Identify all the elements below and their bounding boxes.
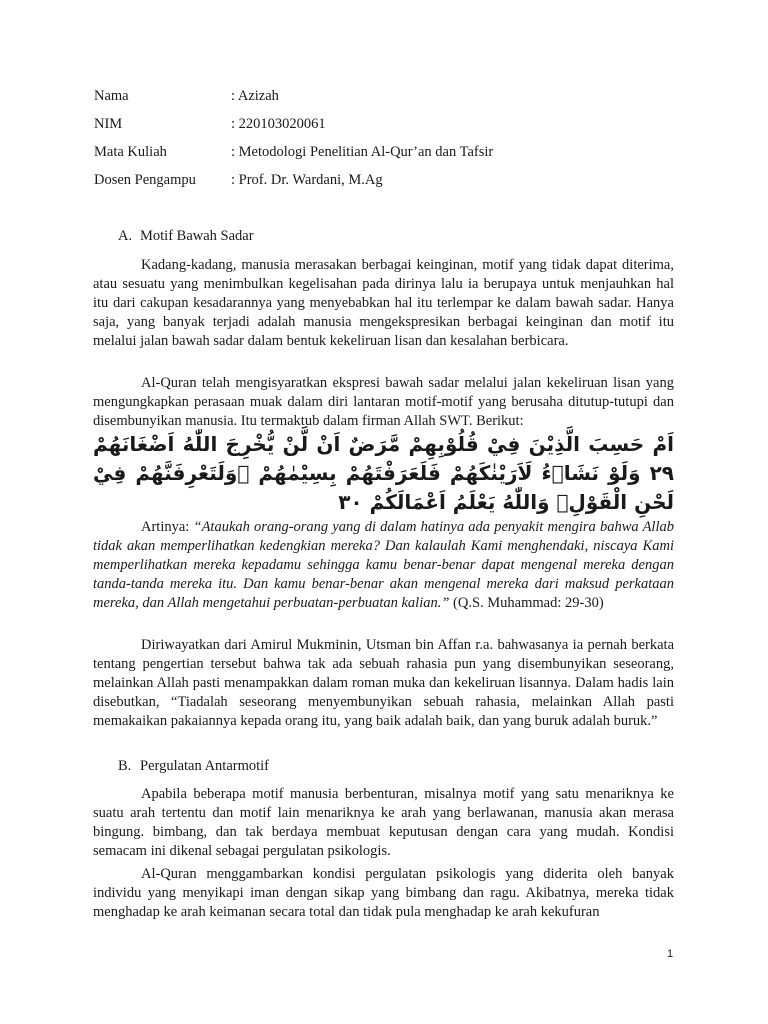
info-label: Dosen Pengampu — [94, 172, 196, 188]
info-row-nama — [94, 86, 694, 114]
section-title: Pergulatan Antarmotif — [140, 758, 269, 774]
info-row-lecturer — [94, 170, 694, 198]
translation-label: Artinya: — [141, 519, 194, 535]
info-label: Mata Kuliah — [94, 144, 167, 160]
paragraph — [93, 256, 674, 351]
paragraph-text: Al-Quran menggambarkan kondisi pergulatan psikologis yang diderita oleh banyak individu yang menyikapi iman dengan sikap yang bimbang dan ragu. Akibatnya, mereka tidak menghadap ke arah keimanan secara total dan tidak pula menghadap ke arah kekufuran — [93, 866, 674, 920]
verse-reference: (Q.S. Muhammad: 29-30) — [449, 595, 604, 611]
page-number: 1 — [667, 948, 674, 960]
translation-paragraph — [93, 518, 674, 613]
section-title: Motif Bawah Sadar — [140, 228, 254, 244]
paragraph — [93, 636, 674, 731]
info-value: : Azizah — [231, 88, 279, 104]
section-b-heading — [118, 756, 269, 776]
info-row-course — [94, 142, 694, 170]
paragraph — [93, 785, 674, 861]
section-a-heading — [118, 226, 254, 246]
section-number: B. — [118, 758, 132, 774]
quran-verse: اَمْ حَسِبَ الَّذِيْنَ فِيْ قُلُوْبِهِمْ مَّرَضٌ اَنْ لَّنْ يُّخْرِجَ اللّٰهُ اَضْغَانَهُمْ ٢٩ وَلَوْ نَشَاۤءُ لَاَرَيْنٰكَهُمْ فَلَعَرَفْتَهُمْ بِسِيْمٰهُمْ ۗوَلَتَعْرِفَنَّهُمْ فِيْ لَحْنِ الْقَوْلِۗ وَاللّٰهُ يَعْلَمُ اَعْمَالَكُمْ ٣٠ — [93, 432, 674, 514]
info-value: : 220103020061 — [231, 116, 326, 132]
info-value: : Prof. Dr. Wardani, M.Ag — [231, 172, 383, 188]
paragraph — [93, 865, 674, 922]
translation-text: “Ataukah orang-orang yang di dalam hatinya ada penyakit mengira bahwa Allab tidak akan memperlihatkan kedengkian mereka? Dan kalaulah Kami menghendaki, niscaya Kami memperlihatkan mereka kepadamu sehingga kamu benar-benar dapat mengenal mereka dengan tanda-tanda mereka itu. Dan kamu benar-benar akan mengenal mereka dari maksud perkataan mereka, dan Allah mengetahui perbuatan-perbuatan kalian.” — [93, 519, 674, 611]
info-label: Nama — [94, 88, 129, 104]
paragraph — [93, 374, 674, 431]
paragraph-text: Diriwayatkan dari Amirul Mukminin, Utsman bin Affan r.a. bahwasanya ia pernah berkata tentang pengertian tersebut bahwa tak ada sebuah rahasia pun yang disembunyikan seseorang, melainkan Allah pasti menampakkan dalam roman muka dan kekeliruan lisannya. Dalam hadis lain disebutkan, “Tiadalah seseorang menyembunyikan sebuah rahasia, melainkan Allah pasti memakaikan pakaiannya kepada orang itu, yang baik adalah baik, dan yang buruk adalah buruk.” — [93, 637, 674, 729]
paragraph-text: Apabila beberapa motif manusia berbenturan, misalnya motif yang satu menariknya ke suatu arah tertentu dan motif lain menariknya ke arah yang berlawanan, manusia akan merasa bingung. bimbang, dan tak berdaya membuat keputusan dengan cara yang mudah. Kondisi semacam ini dikenal sebagai pergulatan psikologis. — [93, 786, 674, 859]
paragraph-text: Al-Quran telah mengisyaratkan ekspresi bawah sadar melalui jalan kekeliruan lisan yang mengungkapkan perasaan muak dalam diri lantaran motif-motif yang berusaha ditutup-tutupi dan disembunyikan manusia. Itu termaktub dalam firman Allah SWT. Berikut: — [93, 375, 674, 429]
student-info — [94, 86, 694, 198]
info-value: : Metodologi Penelitian Al-Qur’an dan Tafsir — [231, 144, 494, 160]
paragraph-text: Kadang-kadang, manusia merasakan berbagai keinginan, motif yang tidak dapat diterima, atau sesuatu yang menimbulkan kegelisahan pada dirinya lalu ia berupaya untuk menjauhkan hal itu dari cakupan kesadarannya yang menyebabkan hal itu terlempar ke dalam bawah sadar. Hanya saja, yang banyak terjadi adalah manusia mengekspresikan berbagai keinginan dan motif itu melalui jalan bawah sadar dalam bentuk kekeliruan lisan dan kesalahan berbicara. — [93, 257, 674, 349]
info-label: NIM — [94, 116, 123, 132]
section-number: A. — [118, 228, 133, 244]
info-row-nim — [94, 114, 694, 142]
